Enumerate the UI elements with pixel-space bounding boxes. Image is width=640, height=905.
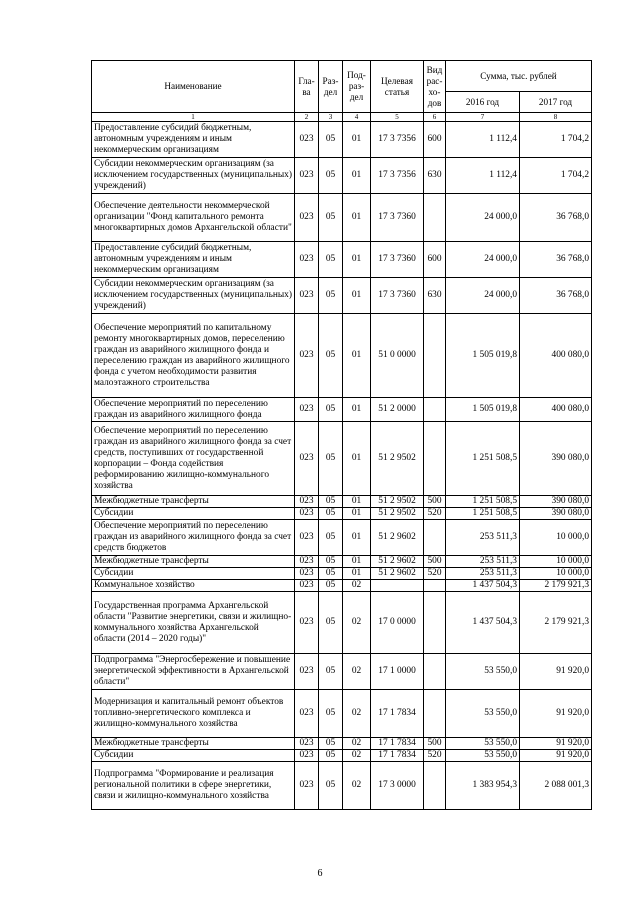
row-sum-2017: 91 920,0 — [520, 654, 592, 690]
row-statya: 17 3 7356 — [371, 158, 424, 194]
row-sum-2017: 400 080,0 — [520, 398, 592, 422]
row-name: Предоставление субсидий бюджетным, автономным учреждениям и иным некоммерческим организациям — [92, 122, 295, 158]
row-podrazdel: 02 — [343, 654, 371, 690]
row-sum-2017: 400 080,0 — [520, 314, 592, 398]
table-row — [92, 422, 592, 496]
row-vid — [424, 520, 446, 556]
row-glava: 023 — [295, 738, 319, 750]
row-sum-2017: 91 920,0 — [520, 690, 592, 738]
row-sum-2017: 36 768,0 — [520, 194, 592, 242]
row-podrazdel: 01 — [343, 278, 371, 314]
row-razdel: 05 — [319, 278, 343, 314]
row-glava: 023 — [295, 762, 319, 810]
row-name: Обеспечение мероприятий по переселению граждан из аварийного жилищного фонда — [92, 398, 295, 422]
row-sum-2016: 1 251 508,5 — [446, 496, 520, 508]
row-podrazdel: 02 — [343, 762, 371, 810]
header-name: Наименование — [92, 61, 295, 113]
colnum: 3 — [319, 113, 343, 122]
row-name: Обеспечение деятельности некоммерческой организации "Фонд капитального ремонта многоквартирных домов Архангельской области" — [92, 194, 295, 242]
row-podrazdel: 01 — [343, 242, 371, 278]
table-row — [92, 194, 592, 242]
row-name: Субсидии — [92, 508, 295, 520]
row-sum-2017: 36 768,0 — [520, 242, 592, 278]
row-sum-2016: 253 511,3 — [446, 556, 520, 568]
table-row — [92, 690, 592, 738]
row-razdel: 05 — [319, 750, 343, 762]
row-name: Межбюджетные трансферты — [92, 556, 295, 568]
row-glava: 023 — [295, 422, 319, 496]
row-vid: 520 — [424, 508, 446, 520]
row-razdel: 05 — [319, 738, 343, 750]
row-glava: 023 — [295, 496, 319, 508]
colnum: 1 — [92, 113, 295, 122]
colnum: 5 — [371, 113, 424, 122]
row-glava: 023 — [295, 568, 319, 580]
row-vid — [424, 690, 446, 738]
row-statya: 17 3 7360 — [371, 194, 424, 242]
row-razdel: 05 — [319, 158, 343, 194]
row-name: Субсидии — [92, 750, 295, 762]
row-glava: 023 — [295, 314, 319, 398]
row-vid — [424, 580, 446, 592]
table-row — [92, 592, 592, 654]
row-podrazdel: 01 — [343, 194, 371, 242]
row-vid: 520 — [424, 568, 446, 580]
row-podrazdel: 01 — [343, 158, 371, 194]
row-statya — [371, 580, 424, 592]
row-razdel: 05 — [319, 314, 343, 398]
row-sum-2017: 1 704,2 — [520, 122, 592, 158]
table-row — [92, 568, 592, 580]
row-vid: 500 — [424, 496, 446, 508]
row-name: Межбюджетные трансферты — [92, 738, 295, 750]
row-vid — [424, 314, 446, 398]
row-sum-2017: 1 704,2 — [520, 158, 592, 194]
row-statya: 17 3 7360 — [371, 242, 424, 278]
row-podrazdel: 01 — [343, 398, 371, 422]
table-row — [92, 278, 592, 314]
row-sum-2016: 1 251 508,5 — [446, 508, 520, 520]
table-body — [92, 122, 592, 810]
row-sum-2016: 24 000,0 — [446, 194, 520, 242]
header-razdel: Раз-дел — [319, 61, 343, 113]
row-statya: 51 2 0000 — [371, 398, 424, 422]
colnum: 4 — [343, 113, 371, 122]
row-vid — [424, 592, 446, 654]
row-glava: 023 — [295, 194, 319, 242]
row-name: Межбюджетные трансферты — [92, 496, 295, 508]
row-sum-2017: 36 768,0 — [520, 278, 592, 314]
row-name: Модернизация и капитальный ремонт объектов топливно-энергетического комплекса и жилищно-коммунального хозяйства — [92, 690, 295, 738]
row-statya: 17 3 7360 — [371, 278, 424, 314]
row-statya: 51 2 9602 — [371, 520, 424, 556]
row-sum-2016: 1 112,4 — [446, 122, 520, 158]
row-sum-2016: 1 505 019,8 — [446, 314, 520, 398]
row-podrazdel: 02 — [343, 690, 371, 738]
table-row — [92, 654, 592, 690]
row-vid: 600 — [424, 122, 446, 158]
row-razdel: 05 — [319, 690, 343, 738]
row-statya: 51 2 9502 — [371, 422, 424, 496]
colnum: 7 — [446, 113, 520, 122]
row-razdel: 05 — [319, 242, 343, 278]
row-sum-2016: 1 437 504,3 — [446, 592, 520, 654]
row-razdel: 05 — [319, 654, 343, 690]
row-statya: 17 3 7356 — [371, 122, 424, 158]
row-podrazdel: 01 — [343, 556, 371, 568]
row-razdel: 05 — [319, 580, 343, 592]
row-sum-2016: 53 550,0 — [446, 738, 520, 750]
row-name: Коммунальное хозяйство — [92, 580, 295, 592]
row-sum-2017: 390 080,0 — [520, 422, 592, 496]
row-sum-2017: 10 000,0 — [520, 520, 592, 556]
row-podrazdel: 01 — [343, 314, 371, 398]
row-statya: 51 0 0000 — [371, 314, 424, 398]
row-sum-2016: 1 437 504,3 — [446, 580, 520, 592]
row-razdel: 05 — [319, 496, 343, 508]
row-glava: 023 — [295, 278, 319, 314]
row-vid — [424, 398, 446, 422]
row-sum-2017: 390 080,0 — [520, 508, 592, 520]
colnum: 6 — [424, 113, 446, 122]
row-name: Предоставление субсидий бюджетным, автономным учреждениям и иным некоммерческим организациям — [92, 242, 295, 278]
row-sum-2017: 10 000,0 — [520, 568, 592, 580]
row-sum-2016: 24 000,0 — [446, 278, 520, 314]
row-sum-2017: 390 080,0 — [520, 496, 592, 508]
table-row — [92, 496, 592, 508]
row-glava: 023 — [295, 690, 319, 738]
row-statya: 17 0 0000 — [371, 592, 424, 654]
row-name: Субсидии некоммерческим организациям (за исключением государственных (муниципальных) учреждений) — [92, 278, 295, 314]
row-name: Обеспечение мероприятий по капитальному ремонту многоквартирных домов, переселению граждан из аварийного жилищного фонда и переселению граждан из аварийного жилищного фонда с учетом необходимости развития малоэтажного строительства — [92, 314, 295, 398]
row-podrazdel: 02 — [343, 750, 371, 762]
document-page — [91, 60, 591, 810]
row-name: Государственная программа Архангельской области "Развитие энергетики, связи и жилищно-коммунального хозяйства Архангельской области (2014 – 2020 годы)" — [92, 592, 295, 654]
row-sum-2016: 1 383 954,3 — [446, 762, 520, 810]
row-vid — [424, 762, 446, 810]
row-razdel: 05 — [319, 422, 343, 496]
header-glava: Гла-ва — [295, 61, 319, 113]
row-razdel: 05 — [319, 398, 343, 422]
row-sum-2016: 1 505 019,8 — [446, 398, 520, 422]
table-row — [92, 520, 592, 556]
row-razdel: 05 — [319, 592, 343, 654]
row-statya: 51 2 9602 — [371, 568, 424, 580]
table-row — [92, 556, 592, 568]
budget-table — [91, 60, 592, 810]
table-row — [92, 314, 592, 398]
row-razdel: 05 — [319, 762, 343, 810]
header-2017: 2017 год — [520, 92, 592, 113]
header-2016: 2016 год — [446, 92, 520, 113]
header-summa: Сумма, тыс. рублей — [446, 61, 592, 92]
row-statya: 51 2 9502 — [371, 496, 424, 508]
row-sum-2016: 1 251 508,5 — [446, 422, 520, 496]
table-row — [92, 158, 592, 194]
row-sum-2017: 2 179 921,3 — [520, 592, 592, 654]
table-row — [92, 762, 592, 810]
row-sum-2016: 53 550,0 — [446, 750, 520, 762]
row-glava: 023 — [295, 654, 319, 690]
row-name: Обеспечение мероприятий по переселению граждан из аварийного жилищного фонда за счет средств бюджетов — [92, 520, 295, 556]
row-sum-2016: 253 511,3 — [446, 520, 520, 556]
row-vid — [424, 654, 446, 690]
row-sum-2016: 1 112,4 — [446, 158, 520, 194]
colnum: 2 — [295, 113, 319, 122]
table-row — [92, 738, 592, 750]
row-podrazdel: 01 — [343, 422, 371, 496]
row-statya: 51 2 9502 — [371, 508, 424, 520]
row-glava: 023 — [295, 122, 319, 158]
row-razdel: 05 — [319, 122, 343, 158]
row-sum-2017: 10 000,0 — [520, 556, 592, 568]
row-podrazdel: 02 — [343, 592, 371, 654]
row-podrazdel: 02 — [343, 738, 371, 750]
row-sum-2016: 53 550,0 — [446, 654, 520, 690]
row-sum-2016: 53 550,0 — [446, 690, 520, 738]
row-statya: 17 1 7834 — [371, 750, 424, 762]
row-podrazdel: 01 — [343, 508, 371, 520]
row-glava: 023 — [295, 520, 319, 556]
row-vid: 500 — [424, 738, 446, 750]
page-number: 6 — [317, 868, 323, 879]
row-sum-2017: 2 088 001,3 — [520, 762, 592, 810]
row-vid: 600 — [424, 242, 446, 278]
header-statya: Целевая статья — [371, 61, 424, 113]
row-podrazdel: 01 — [343, 568, 371, 580]
row-razdel: 05 — [319, 556, 343, 568]
colnum: 8 — [520, 113, 592, 122]
row-sum-2016: 253 511,3 — [446, 568, 520, 580]
row-name: Обеспечение мероприятий по переселению граждан из аварийного жилищного фонда за счет средств, поступивших от государственной корпорации – Фонда содействия реформированию жилищно-коммунального хозяйства — [92, 422, 295, 496]
row-statya: 17 1 7834 — [371, 738, 424, 750]
table-row — [92, 580, 592, 592]
row-statya: 17 1 0000 — [371, 654, 424, 690]
table-row — [92, 242, 592, 278]
row-glava: 023 — [295, 398, 319, 422]
table-row — [92, 750, 592, 762]
row-glava: 023 — [295, 592, 319, 654]
header-vid: Вид рас-хо-дов — [424, 61, 446, 113]
row-vid: 500 — [424, 556, 446, 568]
row-vid: 630 — [424, 158, 446, 194]
row-vid — [424, 422, 446, 496]
row-vid: 630 — [424, 278, 446, 314]
table-row — [92, 122, 592, 158]
row-statya: 17 1 7834 — [371, 690, 424, 738]
row-glava: 023 — [295, 750, 319, 762]
row-vid — [424, 194, 446, 242]
row-sum-2017: 91 920,0 — [520, 738, 592, 750]
row-razdel: 05 — [319, 568, 343, 580]
row-glava: 023 — [295, 508, 319, 520]
row-name: Субсидии некоммерческим организациям (за исключением государственных (муниципальных) учреждений) — [92, 158, 295, 194]
row-name: Субсидии — [92, 568, 295, 580]
row-podrazdel: 01 — [343, 520, 371, 556]
table-row — [92, 508, 592, 520]
row-sum-2017: 91 920,0 — [520, 750, 592, 762]
row-podrazdel: 01 — [343, 496, 371, 508]
row-statya: 51 2 9602 — [371, 556, 424, 568]
row-glava: 023 — [295, 580, 319, 592]
row-glava: 023 — [295, 556, 319, 568]
row-razdel: 05 — [319, 508, 343, 520]
row-razdel: 05 — [319, 194, 343, 242]
row-sum-2017: 2 179 921,3 — [520, 580, 592, 592]
row-name: Подпрограмма "Формирование и реализация региональной политики в сфере энергетики, связи и жилищно-коммунального хозяйства — [92, 762, 295, 810]
row-sum-2016: 24 000,0 — [446, 242, 520, 278]
row-name: Подпрограмма "Энергосбережение и повышение энергетической эффективности в Архангельской области" — [92, 654, 295, 690]
header-podrazdel: Под-раз-дел — [343, 61, 371, 113]
row-podrazdel: 01 — [343, 122, 371, 158]
row-razdel: 05 — [319, 520, 343, 556]
row-vid: 520 — [424, 750, 446, 762]
row-statya: 17 3 0000 — [371, 762, 424, 810]
table-row — [92, 398, 592, 422]
row-glava: 023 — [295, 242, 319, 278]
row-glava: 023 — [295, 158, 319, 194]
row-podrazdel: 02 — [343, 580, 371, 592]
